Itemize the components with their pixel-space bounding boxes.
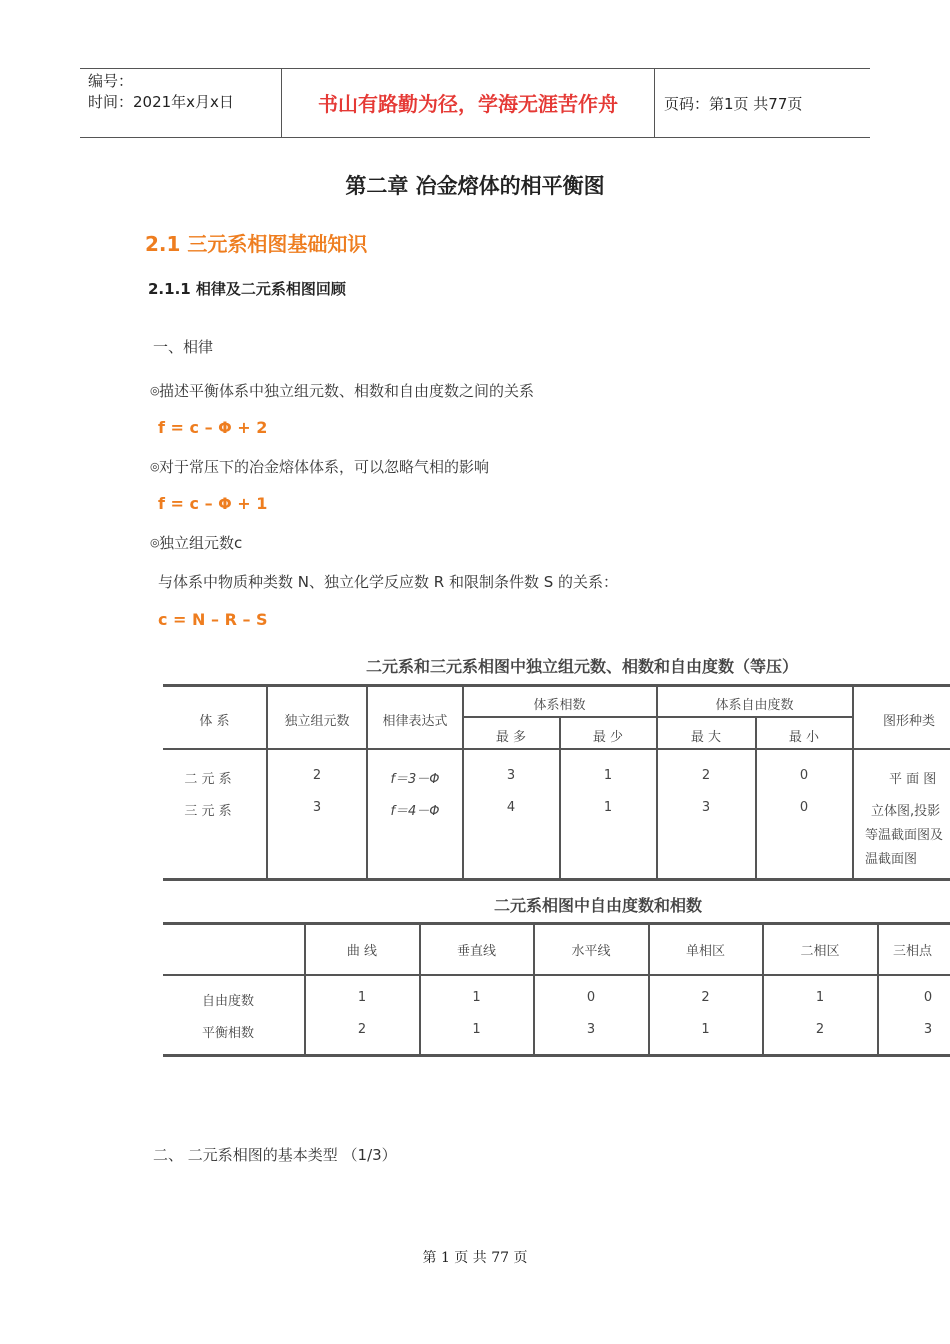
- paragraph-3-text: 独立组元数c: [159, 534, 243, 552]
- header-page-info: 页码：第1页 共77页: [664, 95, 803, 113]
- t2-phases-1: 2: [357, 1022, 367, 1037]
- number-label: 编号：: [88, 72, 134, 90]
- bullet-icon: ◎: [150, 460, 160, 473]
- section-title: 2.1 三元系相图基础知识: [145, 232, 368, 256]
- part2-title: 二、 二元系相图的基本类型 （1/3）: [153, 1146, 397, 1164]
- t1-r1-components: 2: [312, 768, 322, 783]
- t1-r1-pmin: 1: [603, 768, 613, 783]
- th-phases: 体系相数: [533, 698, 586, 713]
- t2-col-vertical: 垂直线: [456, 944, 496, 959]
- t1-r1-diagram: 平 面 图: [889, 772, 937, 787]
- t1-diagram-extra-1: 等温截面图及: [865, 828, 944, 843]
- t2-freedom-1: 1: [357, 990, 367, 1005]
- t1-r1-pmax: 3: [506, 768, 516, 783]
- table2: [163, 922, 950, 1060]
- th-freedom: 体系自由度数: [715, 698, 794, 713]
- page-header: [80, 68, 870, 138]
- th-diagram-type: 图形种类: [883, 714, 936, 729]
- t2-col-single-phase: 单相区: [685, 944, 725, 959]
- part1-title: 一、相律: [153, 338, 214, 356]
- formula-1: f = c – Φ + 2: [158, 418, 268, 437]
- header-meta: [88, 71, 280, 113]
- time-label: 时间：2021年x月x日: [88, 93, 234, 111]
- t1-r2-diagram: 立体图,投影: [871, 804, 941, 819]
- t2-freedom-2: 1: [472, 990, 481, 1005]
- paragraph-2: [150, 456, 489, 477]
- th-phase-rule: 相律表达式: [382, 714, 448, 729]
- subsection-title: 2.1.1 相律及二元系相图回顾: [148, 280, 346, 298]
- t2-phases-5: 2: [815, 1022, 825, 1037]
- th-phases-max: 最 多: [495, 730, 527, 745]
- t1-r2-system: 三 元 系: [184, 804, 232, 819]
- t1-r2-pmin: 1: [603, 800, 613, 815]
- t1-r2-rule: f＝4－Φ: [390, 804, 440, 819]
- paragraph-4: 与体系中物质种类数 N、独立化学反应数 R 和限制条件数 S 的关系：: [158, 573, 619, 591]
- formula-3: c = N – R – S: [158, 610, 268, 629]
- t1-r1-fmax: 2: [701, 768, 711, 783]
- table2-caption: 二元系相图中自由度数和相数: [494, 896, 703, 915]
- th-freedom-min: 最 小: [788, 730, 820, 745]
- t2-freedom-3: 0: [586, 990, 596, 1005]
- t2-phases-4: 1: [701, 1022, 710, 1037]
- paragraph-3: [150, 532, 242, 553]
- chapter-title: 第二章 冶金熔体的相平衡图: [345, 174, 605, 198]
- t2-freedom-5: 1: [815, 990, 825, 1005]
- t1-r1-system: 二 元 系: [184, 772, 232, 787]
- table1-caption: 二元系和三元系相图中独立组元数、相数和自由度数（等压）: [366, 657, 799, 676]
- formula-2: f = c – Φ + 1: [158, 494, 268, 513]
- bullet-icon: ◎: [150, 384, 160, 397]
- t2-col-horizontal: 水平线: [571, 944, 611, 959]
- th-phases-min: 最 少: [592, 730, 624, 745]
- t2-col-curve: 曲 线: [346, 944, 378, 959]
- t2-freedom-6: 0: [923, 990, 933, 1005]
- paragraph-1: [150, 380, 534, 401]
- t1-r2-fmin: 0: [799, 800, 809, 815]
- t2-phases-3: 3: [586, 1022, 596, 1037]
- header-motto: 书山有路勤为径，学海无涯苦作舟: [281, 69, 655, 137]
- t2-phases-2: 1: [472, 1022, 481, 1037]
- t2-freedom-4: 2: [701, 990, 710, 1005]
- t1-r2-components: 3: [312, 800, 322, 815]
- th-components: 独立组元数: [284, 714, 350, 729]
- t2-row-phases-label: 平衡相数: [201, 1026, 254, 1041]
- t1-diagram-extra-2: 温截面图: [865, 852, 918, 867]
- paragraph-1-text: 描述平衡体系中独立组元数、相数和自由度数之间的关系: [159, 382, 535, 400]
- t2-col-three-phase: 三相点: [893, 944, 933, 959]
- paragraph-2-text: 对于常压下的冶金熔体体系，可以忽略气相的影响: [159, 458, 490, 476]
- bullet-icon: ◎: [150, 536, 160, 549]
- th-freedom-max: 最 大: [690, 730, 722, 745]
- t2-phases-6: 3: [923, 1022, 933, 1037]
- page-footer: 第 1 页 共 77 页: [422, 1250, 528, 1266]
- t1-r1-rule: f＝3－Φ: [390, 772, 440, 787]
- t1-r2-fmax: 3: [701, 800, 711, 815]
- th-system: 体 系: [199, 714, 230, 729]
- t1-r2-pmax: 4: [506, 800, 516, 815]
- t2-col-two-phase: 二相区: [800, 944, 840, 959]
- t2-row-freedom-label: 自由度数: [201, 994, 254, 1009]
- t1-r1-fmin: 0: [799, 768, 809, 783]
- table1: [163, 684, 950, 882]
